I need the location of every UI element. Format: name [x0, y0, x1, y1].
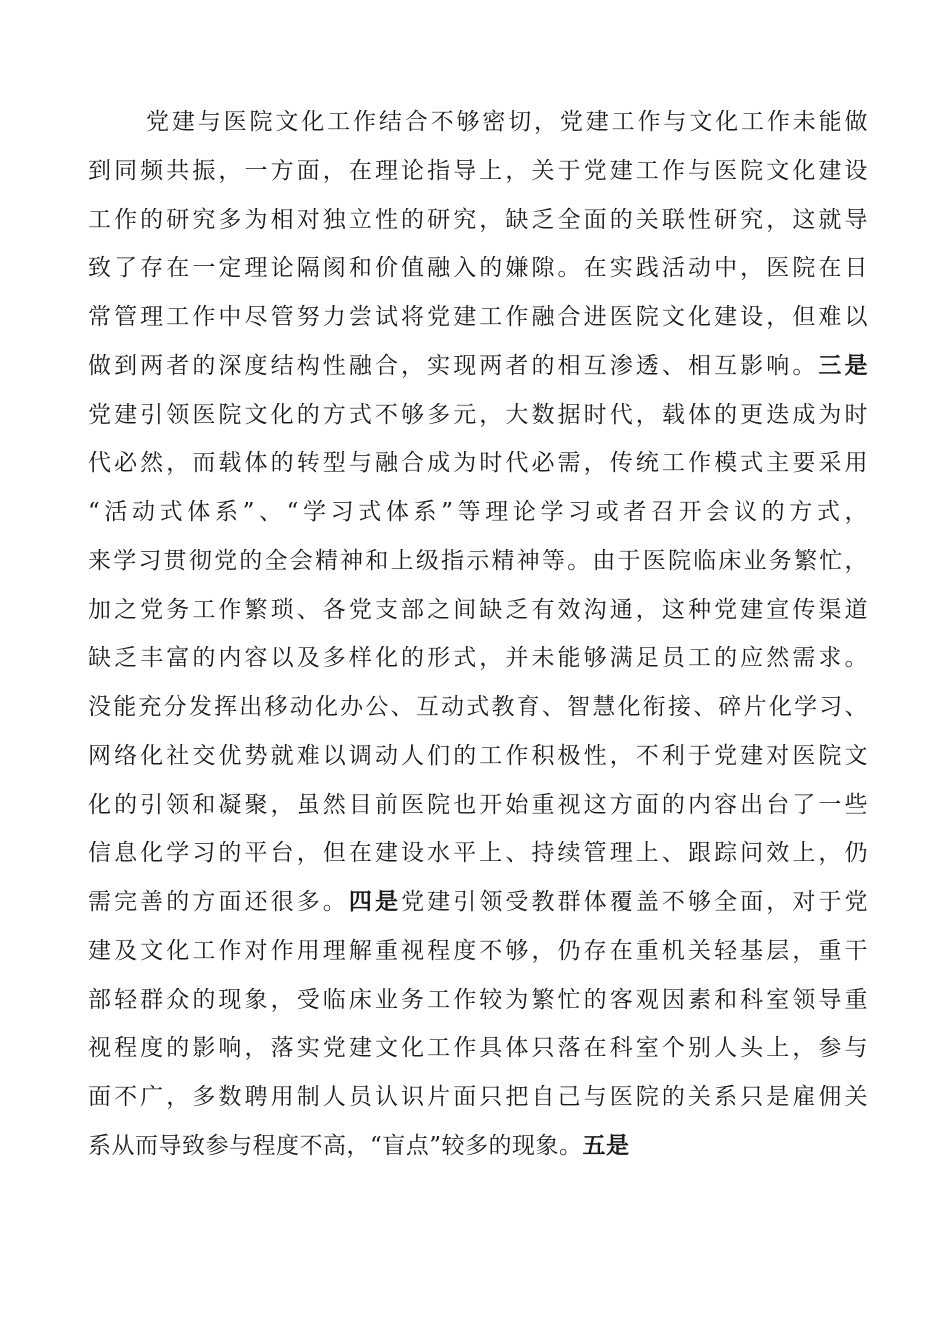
text-line	[88, 833, 868, 873]
text-line	[88, 785, 868, 825]
text-segment: 常管理工作中尽管努力尝试将党建工作融合进医院文化建设，但难以	[88, 304, 868, 330]
text-line	[88, 1126, 630, 1166]
text-line	[88, 492, 868, 532]
text-segment: 党建与医院文化工作结合不够密切，党建工作与文化工作未能做	[146, 109, 868, 135]
text-segment: 致了存在一定理论隔阂和价值融入的嫌隙。在实践活动中，医院在日	[88, 255, 868, 281]
text-segment: 做到两者的深度结构性融合，实现两者的相互渗透、相互影响。	[88, 353, 819, 379]
text-line	[88, 980, 868, 1020]
text-segment: 系从而导致参与程度不高，“盲点”较多的现象。	[88, 1133, 583, 1159]
text-segment: 工作的研究多为相对独立性的研究，缺乏全面的关联性研究，这就导	[88, 207, 868, 233]
text-segment: “活动式体系”、“学习式体系”等理论学习或者召开会议的方式，	[88, 499, 868, 525]
text-segment: 需完善的方面还很多。	[88, 889, 349, 915]
text-segment: 到同频共振，一方面，在理论指导上，关于党建工作与医院文化建设	[88, 158, 868, 184]
bold-marker: 三是	[818, 353, 869, 379]
text-line	[88, 882, 868, 922]
text-line	[88, 541, 868, 581]
text-line	[88, 590, 868, 630]
text-line	[88, 687, 868, 727]
text-segment: 党建引领医院文化的方式不够多元，大数据时代，载体的更迭成为时	[88, 402, 868, 428]
text-line	[88, 151, 868, 191]
text-segment: 信息化学习的平台，但在建设水平上、持续管理上、跟踪问效上，仍	[88, 840, 868, 866]
text-segment: 建及文化工作对作用理解重视程度不够，仍存在重机关轻基层，重干	[88, 938, 868, 964]
text-line	[88, 638, 868, 678]
text-segment: 视程度的影响，落实党建文化工作具体只落在科室个别人头上，参与	[88, 1035, 868, 1061]
text-line	[88, 346, 868, 386]
text-segment: 党建引领受教群体覆盖不够全面，对于党	[401, 889, 869, 915]
text-segment: 没能充分发挥出移动化办公、互动式教育、智慧化衔接、碎片化学习、	[88, 694, 868, 720]
text-segment: 化的引领和凝聚，虽然目前医院也开始重视这方面的内容出台了一些	[88, 792, 868, 818]
text-line	[88, 200, 868, 240]
text-line	[88, 1028, 868, 1068]
text-line	[88, 395, 868, 435]
text-line	[88, 931, 868, 971]
bold-marker: 五是	[582, 1133, 630, 1159]
text-line	[88, 248, 868, 288]
text-segment: 缺乏丰富的内容以及多样化的形式，并未能够满足员工的应然需求。	[88, 645, 868, 671]
text-line	[88, 1077, 868, 1117]
text-segment: 代必然，而载体的转型与融合成为时代必需，传统工作模式主要采用	[88, 450, 868, 476]
bold-marker: 四是	[348, 889, 402, 915]
text-line	[88, 297, 868, 337]
text-segment: 面不广，多数聘用制人员认识片面只把自己与医院的关系只是雇佣关	[88, 1084, 868, 1110]
text-line	[146, 102, 868, 142]
text-segment: 来学习贯彻党的全会精神和上级指示精神等。由于医院临床业务繁忙，	[88, 548, 868, 574]
text-segment: 部轻群众的现象，受临床业务工作较为繁忙的客观因素和科室领导重	[88, 987, 868, 1013]
text-line	[88, 736, 868, 776]
text-line	[88, 443, 868, 483]
text-segment: 加之党务工作繁琐、各党支部之间缺乏有效沟通，这种党建宣传渠道	[88, 597, 868, 623]
text-segment: 网络化社交优势就难以调动人们的工作积极性，不利于党建对医院文	[88, 743, 868, 769]
